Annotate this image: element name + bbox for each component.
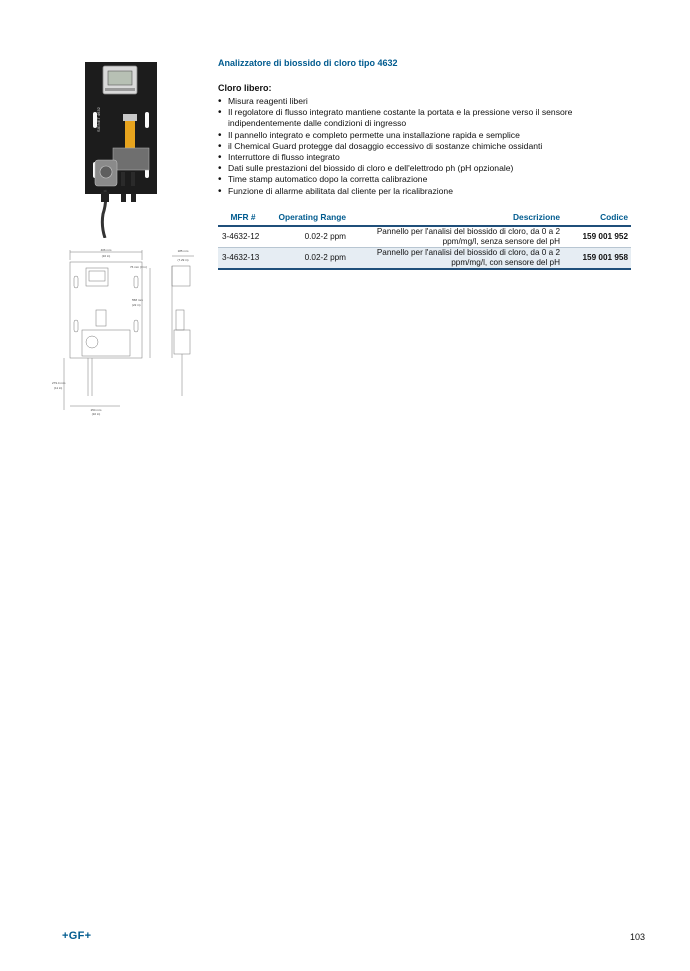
header-description: Descrizione: [512, 212, 560, 222]
cell-description: Pannello per l'analisi del biossido di cloro, da 0 a 2 ppm/mg/l, senza sensore del pH: [349, 226, 563, 248]
page-number: 103: [630, 932, 646, 942]
feature-item: • Funzione di allarme abilitata dal cliente per la ricalibrazione: [218, 186, 638, 197]
front-dimension-drawing: [52, 246, 166, 416]
cell-mfr: 3-4632-13: [218, 248, 268, 270]
feature-item: • Misura reagenti liberi: [218, 96, 638, 107]
cell-mfr: 3-4632-12: [218, 226, 268, 248]
header-code: Codice: [600, 212, 628, 222]
sensor-yellow: [125, 120, 135, 152]
cell-range: 0.02-2 ppm: [268, 226, 349, 248]
flow-cell: [113, 148, 149, 170]
cell-description: Pannello per l'analisi del biossido di cloro, da 0 a 2 ppm/mg/l, con sensore del pH: [349, 248, 563, 270]
feature-item: • Il pannello integrato e completo permette una installazione rapida e semplice: [218, 130, 638, 141]
cell-code: 159 001 958: [563, 248, 631, 270]
dim-width-top: 406 mm: [100, 248, 112, 252]
feature-item: • Time stamp automatico dopo la corretta calibrazione: [218, 174, 638, 185]
panel-brand-text: SIGNET 4632: [96, 107, 101, 132]
feature-list: [218, 96, 638, 197]
product-photo: [85, 62, 157, 238]
dim-height-mid: 558 mm: [132, 298, 143, 302]
table-header-row: [218, 211, 631, 226]
controller-display: [108, 71, 132, 85]
dim-depth-in: (7.29 in): [177, 258, 189, 262]
dim-width-top-in: (16 in): [101, 254, 111, 258]
gf-logo: +GF+: [62, 930, 92, 942]
feature-item: • Dati sulle prestazioni del biossido di cloro e dell'elettrodo ph (pH opzionale): [218, 163, 638, 174]
product-table: [218, 211, 631, 270]
side-dimension-drawing: [168, 246, 198, 406]
cell-code: 159 001 952: [563, 226, 631, 248]
dim-width-bottom: 254 mm: [90, 408, 102, 412]
feature-item: • Il regolatore di flusso integrato mantiene costante la portata e la pressione verso il sensore indipendentemente dalle condizioni di ingresso: [218, 107, 638, 129]
cell-range: 0.02-2 ppm: [268, 248, 349, 270]
dim-height-low-in: (11 in): [54, 386, 63, 390]
feature-item: • Interruttore di flusso integrato: [218, 152, 638, 163]
table-row: [218, 226, 631, 248]
dim-height-low: 279.4 mm: [52, 381, 66, 385]
feature-item: • il Chemical Guard protegge dal dosaggio eccessivo di sostanze chimiche ossidanti: [218, 141, 638, 152]
header-mfr: MFR #: [230, 212, 256, 222]
dim-width-bottom-in: (10 in): [91, 412, 101, 416]
table-row: [218, 248, 631, 270]
dim-depth: 185 mm: [177, 249, 189, 253]
dim-offset: 76 mm (3 in): [130, 265, 147, 269]
dim-height-mid-in: (22 in): [132, 303, 141, 307]
product-title: Analizzatore di biossido di cloro tipo 4632: [218, 58, 398, 68]
header-operating-range: Operating Range: [278, 212, 346, 222]
section-title: Cloro libero:: [218, 83, 272, 93]
